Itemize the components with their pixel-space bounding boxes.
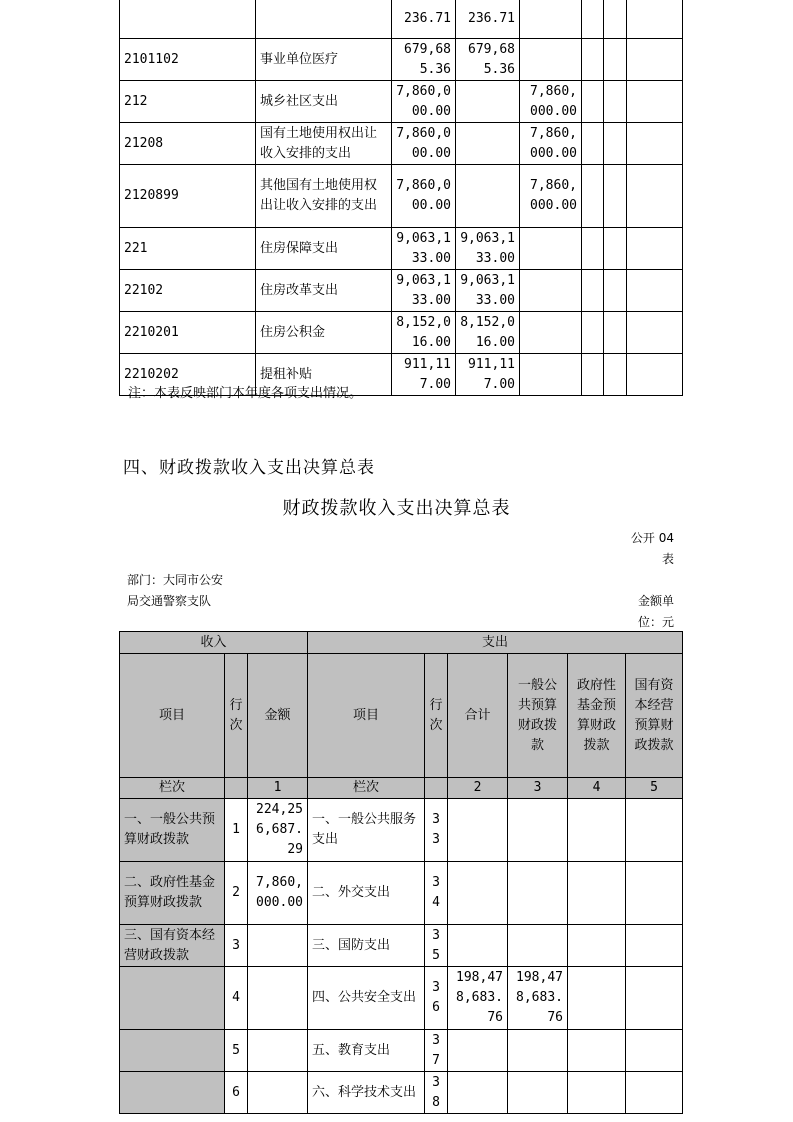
empty-cell [627,312,683,354]
table-row [120,862,683,925]
project-expense [520,0,582,39]
subject-code: 22102 [120,270,256,312]
empty-cell [627,0,683,39]
empty-cell [627,354,683,396]
basic-expense [456,123,520,165]
expense-total [448,799,508,862]
subject-name [256,0,392,39]
col-num-3: 3 [508,778,568,799]
gov-fund-amount [568,1030,626,1072]
expense-line: 36 [425,967,448,1030]
subject-name: 住房保障支出 [256,228,392,270]
income-amount: 224,256,687.29 [248,799,308,862]
table-row [120,165,683,228]
expense-total [448,1072,508,1114]
income-line: 2 [225,862,248,925]
income-header: 收入 [120,632,308,654]
expense-header: 支出 [308,632,683,654]
income-item: 一、一般公共预算财政拨款 [120,799,225,862]
income-item [120,1072,225,1114]
empty-cell [604,39,627,81]
expense-total: 198,478,683.76 [448,967,508,1030]
subject-name: 住房改革支出 [256,270,392,312]
project-expense [520,228,582,270]
gov-fund-amount [568,862,626,925]
basic-expense: 679,685.36 [456,39,520,81]
header-general-budget: 一般公共预算财政拨款 [508,654,568,778]
col-num-4: 4 [568,778,626,799]
expense-detail-table [119,0,683,396]
gov-fund-amount [568,1072,626,1114]
col-num-1: 1 [248,778,308,799]
col-num-2: 2 [448,778,508,799]
subject-name: 住房公积金 [256,312,392,354]
subject-name: 事业单位医疗 [256,39,392,81]
state-capital-amount [626,862,683,925]
lanci-label: 栏次 [120,778,225,799]
header-item: 项目 [120,654,225,778]
header-state-capital: 国有资本经营预算财政拨款 [626,654,683,778]
expense-line: 37 [425,1030,448,1072]
project-expense: 7,860,000.00 [520,81,582,123]
unit-label: 金额单位：元 [637,594,674,629]
total-amount: 7,860,000.00 [392,123,456,165]
empty-cell [582,123,604,165]
income-amount [248,1072,308,1114]
table-row [120,0,683,39]
subject-code: 21208 [120,123,256,165]
col-num-5: 5 [626,778,683,799]
expense-item: 六、科学技术支出 [308,1072,425,1114]
table-row [120,967,683,1030]
subject-code: 221 [120,228,256,270]
expense-item: 五、教育支出 [308,1030,425,1072]
form-code: 公开 04 表 [630,531,674,566]
expense-line: 35 [425,925,448,967]
table-row [120,123,683,165]
subject-name: 其他国有土地使用权出让收入安排的支出 [256,165,392,228]
table-title: 财政拨款收入支出决算总表 [282,498,511,519]
header-total: 合计 [448,654,508,778]
table-row [120,799,683,862]
expense-item: 四、公共安全支出 [308,967,425,1030]
income-item: 二、政府性基金预算财政拨款 [120,862,225,925]
general-budget-amount [508,1072,568,1114]
empty-cell [604,165,627,228]
table-row [120,270,683,312]
expense-line: 33 [425,799,448,862]
total-amount: 911,117.00 [392,354,456,396]
income-line: 4 [225,967,248,1030]
subject-name: 城乡社区支出 [256,81,392,123]
total-amount: 236.71 [392,0,456,39]
empty-cell [627,81,683,123]
lanci-label-2: 栏次 [308,778,425,799]
project-expense [520,270,582,312]
general-budget-amount [508,925,568,967]
empty-cell [627,39,683,81]
basic-expense: 236.71 [456,0,520,39]
empty-cell [627,270,683,312]
income-item: 三、国有资本经营财政拨款 [120,925,225,967]
table-row [120,1030,683,1072]
gov-fund-amount [568,925,626,967]
empty-cell [582,354,604,396]
total-amount: 7,860,000.00 [392,165,456,228]
state-capital-amount [626,1072,683,1114]
income-amount [248,1030,308,1072]
state-capital-amount [626,967,683,1030]
table-row [120,1072,683,1114]
expense-item: 一、一般公共服务支出 [308,799,425,862]
section-title: 四、财政拨款收入支出决算总表 [123,458,375,478]
empty-cell [604,81,627,123]
income-line: 1 [225,799,248,862]
empty-cell [582,81,604,123]
header-item-2: 项目 [308,654,425,778]
basic-expense [456,81,520,123]
empty-cell [582,39,604,81]
empty-cell [582,0,604,39]
expense-total [448,862,508,925]
state-capital-amount [626,799,683,862]
project-expense: 7,860,000.00 [520,165,582,228]
project-expense [520,312,582,354]
empty-cell [604,0,627,39]
subject-code: 2210201 [120,312,256,354]
table-note: 注：本表反映部门本年度各项支出情况。 [128,386,363,401]
empty-cell [627,165,683,228]
income-line: 6 [225,1072,248,1114]
basic-expense [456,165,520,228]
empty-cell [582,312,604,354]
header-amount: 金额 [248,654,308,778]
subject-code: 2120899 [120,165,256,228]
income-amount: 7,860,000.00 [248,862,308,925]
header-line: 行次 [225,654,248,778]
general-budget-amount: 198,478,683.76 [508,967,568,1030]
gov-fund-amount [568,967,626,1030]
total-amount: 9,063,133.00 [392,270,456,312]
gov-fund-amount [568,799,626,862]
income-item [120,1030,225,1072]
empty-cell [604,312,627,354]
project-expense: 7,860,000.00 [520,123,582,165]
subject-code [120,0,256,39]
project-expense [520,39,582,81]
state-capital-amount [626,925,683,967]
project-expense [520,354,582,396]
empty-cell [604,123,627,165]
expense-item: 三、国防支出 [308,925,425,967]
expense-line: 34 [425,862,448,925]
total-amount: 9,063,133.00 [392,228,456,270]
income-line: 3 [225,925,248,967]
empty-cell [604,228,627,270]
basic-expense: 9,063,133.00 [456,270,520,312]
total-amount: 679,685.36 [392,39,456,81]
general-budget-amount [508,862,568,925]
total-amount: 8,152,016.00 [392,312,456,354]
subject-code: 2101102 [120,39,256,81]
empty-cell [582,270,604,312]
empty-cell [582,228,604,270]
basic-expense: 8,152,016.00 [456,312,520,354]
expense-total [448,925,508,967]
subject-name: 国有土地使用权出让收入安排的支出 [256,123,392,165]
empty-cell [604,270,627,312]
general-budget-amount [508,799,568,862]
empty-cell [627,228,683,270]
empty-cell [604,354,627,396]
expense-total [448,1030,508,1072]
table-row [120,228,683,270]
expense-item: 二、外交支出 [308,862,425,925]
income-item [120,967,225,1030]
subject-code: 212 [120,81,256,123]
department-label: 部门：大同市公安局交通警察支队 [127,573,224,608]
basic-expense: 9,063,133.00 [456,228,520,270]
table-row [120,81,683,123]
total-amount: 7,860,000.00 [392,81,456,123]
state-capital-amount [626,1030,683,1072]
subject-code: 2210202 [120,354,256,396]
table-row [120,925,683,967]
table-row [120,312,683,354]
subject-name: 提租补贴 [256,354,392,396]
table-row [120,39,683,81]
fiscal-summary-table [119,631,683,1114]
header-gov-fund: 政府性基金预算财政拨款 [568,654,626,778]
income-amount [248,967,308,1030]
general-budget-amount [508,1030,568,1072]
income-amount [248,925,308,967]
header-line-2: 行次 [425,654,448,778]
empty-cell [582,165,604,228]
basic-expense: 911,117.00 [456,354,520,396]
expense-line: 38 [425,1072,448,1114]
income-line: 5 [225,1030,248,1072]
empty-cell [627,123,683,165]
